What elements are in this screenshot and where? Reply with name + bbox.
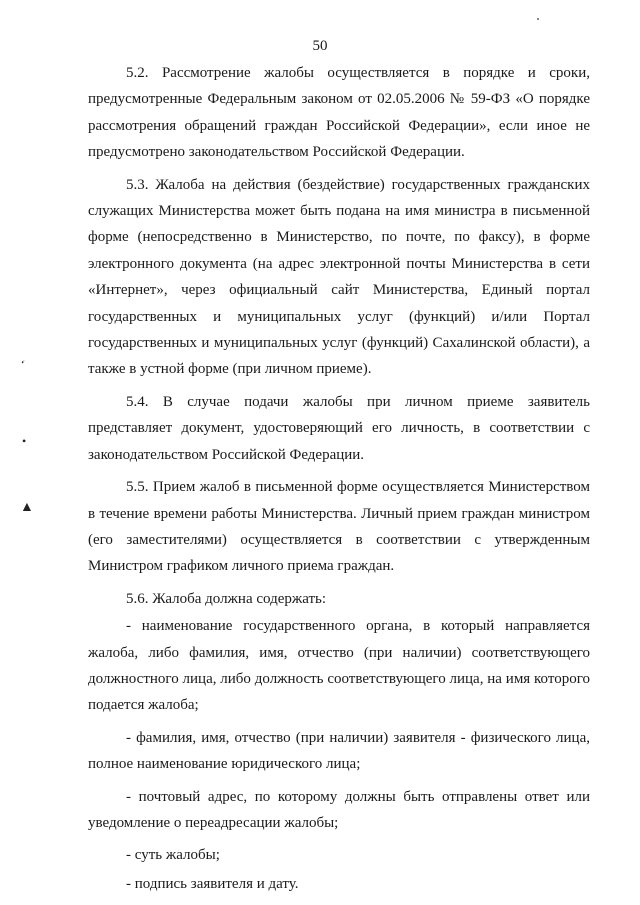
document-body [88,60,590,897]
list-item-essence: - суть жалобы; [126,847,220,864]
paragraph-5-4: 5.4. В случае подачи жалобы при личном приеме заявитель представляет документ, удостоверяющий его личность, в соответствии с законодательством Российской Федерации. [88,393,590,463]
list-item-signature-date: - подпись заявителя и дату. [126,875,299,892]
list-item-authority: - наименование государственного органа, в который направляется жалоба, либо фамилия, имя, отчество (при наличии) соответствующего должностного лица, либо должность соответствующего лица, на имя которого подается жалоба; [88,618,590,714]
paragraph-5-3: 5.3. Жалоба на действия (бездействие) государственных гражданских служащих Министерства может быть подана на имя министра в письменной форме (непосредственно в Министерство, по почте, по факсу), в форме электронного документа (на адрес электронной почты Министерства в сети «Интернет», через официальный сайт Министерства, Единый портал государственных и муниципальных услуг (функций) и/или Портал государственных и муниципальных услуг (функций) Сахалинской области), а также в устной форме (при личном приеме). [88,176,590,378]
margin-tick-mark: ‘ [17,356,27,372]
paragraph-5-2: 5.2. Рассмотрение жалобы осуществляется в порядке и сроки, предусмотренные Федеральным законом от 02.05.2006 № 59-ФЗ «О порядке рассмотрения обращений граждан Российской Федерации», если иное не предусмотрено законодательством Российской Федерации. [88,65,590,161]
margin-dot-mark: • [22,434,27,448]
scan-speck [537,18,539,20]
list-item-applicant-name: - фамилия, имя, отчество (при наличии) заявителя - физического лица, полное наименование юридического лица; [88,729,590,773]
paragraph-5-5: 5.5. Прием жалоб в письменной форме осуществляется Министерством в течение времени работы Министерства. Личный прием граждан министром (его заместителями) осуществляется в соответствии с утвержденным Министром графиком личного приема граждан. [88,479,590,575]
margin-arrow-mark: ▲ [20,500,34,515]
paragraph-5-6: 5.6. Жалоба должна содержать: [126,590,327,607]
list-item-postal-address: - почтовый адрес, по которому должны быть отправлены ответ или уведомление о переадресации жалобы; [88,788,590,831]
page-number: 50 [312,38,328,54]
